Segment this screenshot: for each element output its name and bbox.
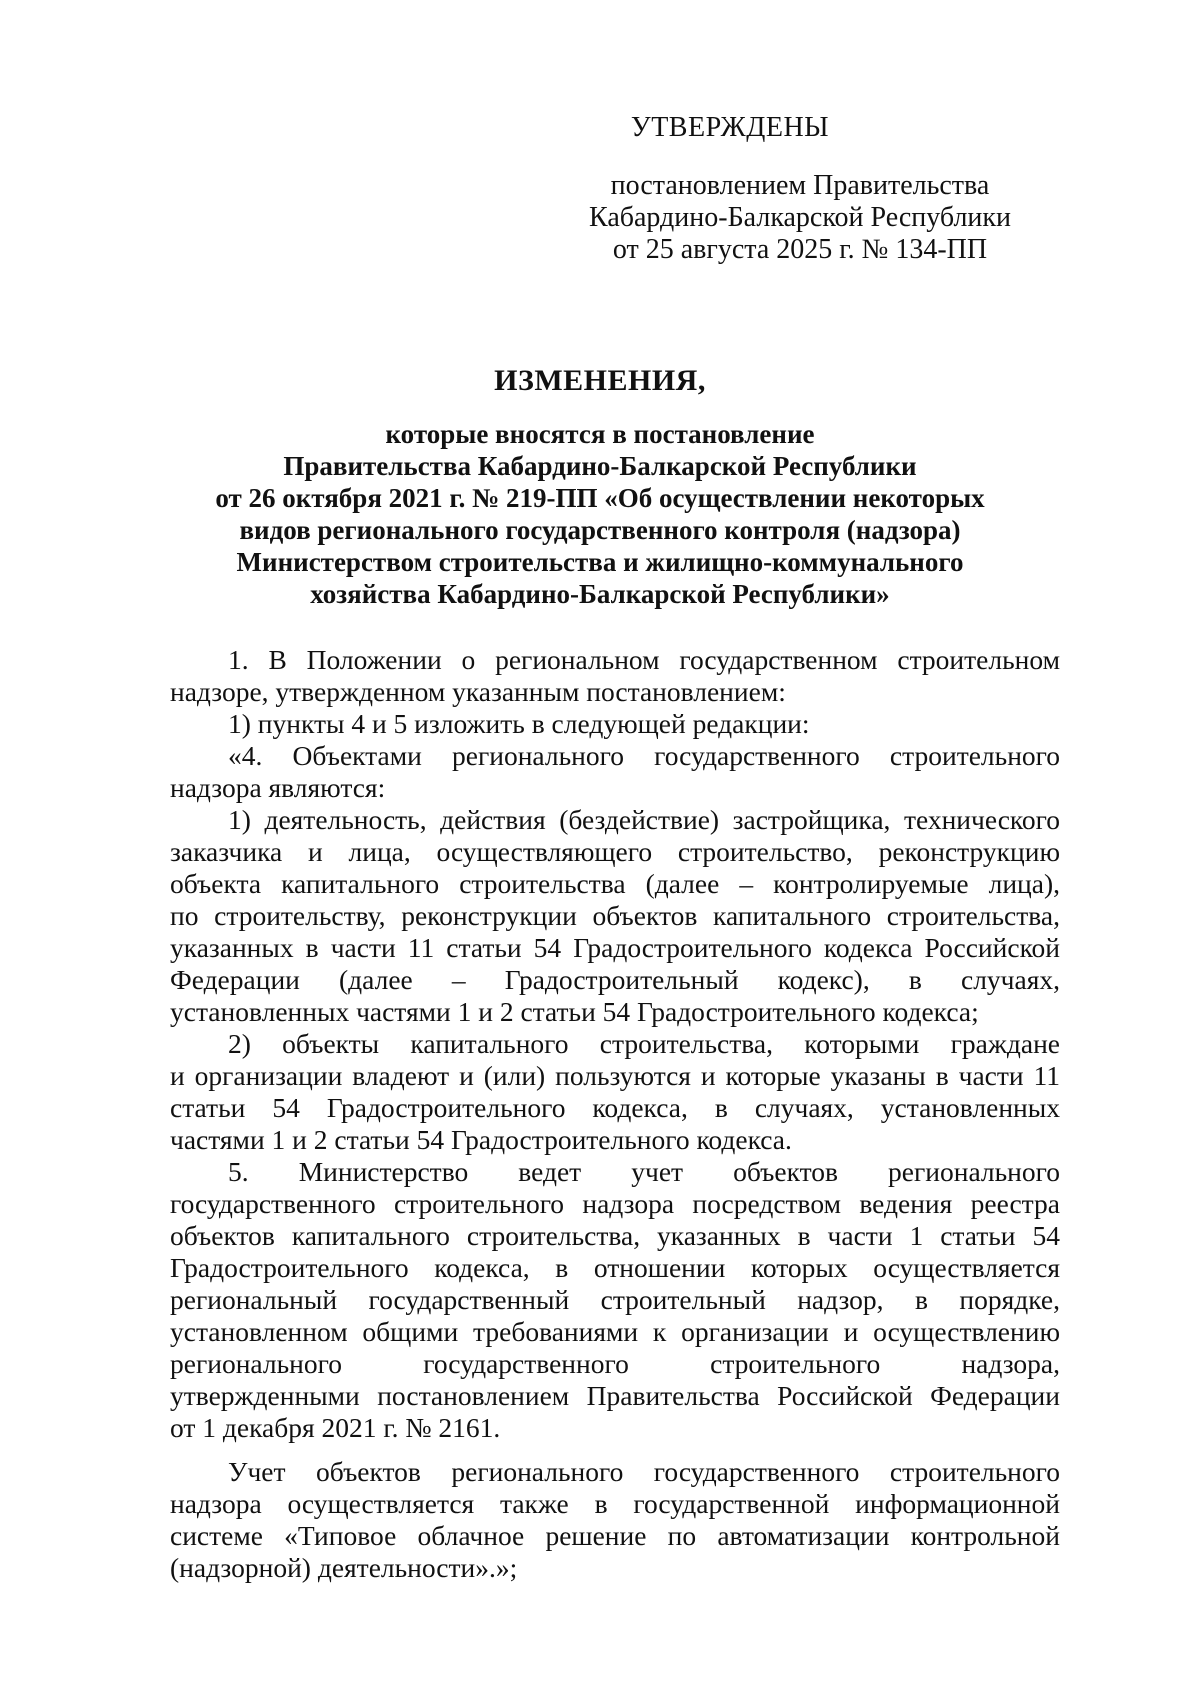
body-line: и организации владеют и (или) пользуются и которые указаны в части 11 [170, 1060, 1060, 1091]
approval-line: от 25 августа 2025 г. № 134-ПП [612, 234, 988, 265]
subtitle-line: Министерством строительства и жилищно-коммунального [236, 547, 964, 577]
approval-line: постановлением Правительства [610, 170, 990, 201]
body-line: надзоре, утвержденном указанным постановлением: [170, 676, 786, 707]
body-line: государственного строительного надзора посредством ведения реестра [170, 1188, 1060, 1219]
subtitle-line: Правительства Кабардино-Балкарской Республики [283, 451, 917, 481]
body-line: статьи 54 Градостроительного кодекса, в случаях, установленных [170, 1092, 1060, 1123]
body-line: надзора осуществляется также в государственной информационной [170, 1488, 1060, 1519]
body-line: объектов капитального строительства, указанных в части 1 статьи 54 [170, 1220, 1060, 1251]
body-line: региональный государственный строительный надзор, в порядке, [170, 1284, 1060, 1315]
body-line: объекта капитального строительства (далее – контролируемые лица), [170, 868, 1060, 899]
body-line: заказчика и лица, осуществляющего строительство, реконструкцию [170, 836, 1060, 867]
body-line: от 1 декабря 2021 г. № 2161. [170, 1412, 501, 1443]
subtitle-line: хозяйства Кабардино-Балкарской Республики» [310, 579, 890, 609]
body-line: «4. Объектами регионального государственного строительного [228, 740, 1060, 771]
body-line: утвержденными постановлением Правительства Российской Федерации [170, 1380, 1060, 1411]
body-line: указанных в части 11 статьи 54 Градостроительного кодекса Российской [170, 932, 1060, 963]
body-line: 1. В Положении о региональном государственном строительном [228, 644, 1060, 675]
body-line: Учет объектов регионального государственного строительного [228, 1456, 1060, 1487]
body-line: частями 1 и 2 статьи 54 Градостроительного кодекса. [170, 1124, 792, 1155]
body-line: системе «Типовое облачное решение по автоматизации контрольной [170, 1520, 1060, 1551]
body-line: установленных частями 1 и 2 статьи 54 Градостроительного кодекса; [170, 996, 979, 1027]
document-title: ИЗМЕНЕНИЯ, [494, 364, 706, 397]
body-line: 1) пункты 4 и 5 изложить в следующей редакции: [228, 708, 810, 739]
body-line: Градостроительного кодекса, в отношении которых осуществляется [170, 1252, 1060, 1283]
subtitle-line: от 26 октября 2021 г. № 219-ПП «Об осуществлении некоторых [215, 483, 985, 513]
body-line: 2) объекты капитального строительства, которыми граждане [228, 1028, 1060, 1059]
approved-heading: УТВЕРЖДЕНЫ [630, 112, 830, 143]
body-line: установленном общими требованиями к организации и осуществлению [170, 1316, 1060, 1347]
body-line: (надзорной) деятельности».»; [170, 1552, 518, 1583]
body-line: по строительству, реконструкции объектов капитального строительства, [170, 900, 1060, 931]
body-line: надзора являются: [170, 772, 386, 803]
subtitle-line: видов регионального государственного контроля (надзора) [239, 515, 961, 545]
body-line: 5. Министерство ведет учет объектов регионального [228, 1156, 1060, 1187]
body-line: 1) деятельность, действия (бездействие) застройщика, технического [228, 804, 1060, 835]
body-line: регионального государственного строительного надзора, [170, 1348, 1060, 1379]
body-line: Федерации (далее – Градостроительный кодекс), в случаях, [170, 964, 1060, 995]
subtitle-line: которые вносятся в постановление [385, 419, 815, 449]
approval-line: Кабардино-Балкарской Республики [589, 202, 1011, 233]
